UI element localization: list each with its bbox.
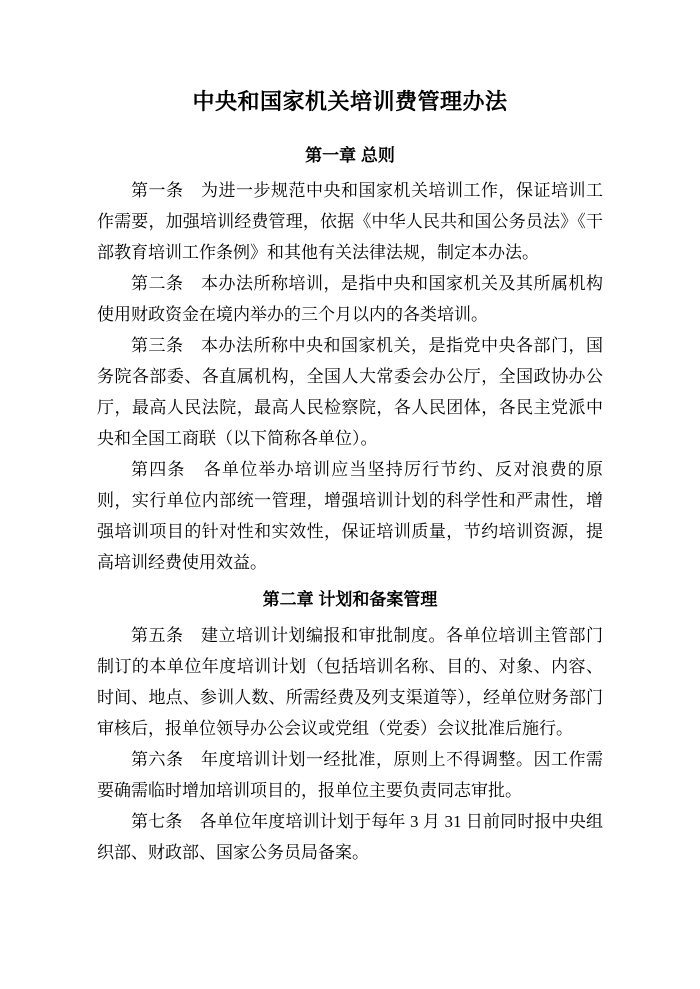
article-1-text: 第一条 为进一步规范中央和国家机关培训工作，保证培训工作需要，加强培训经费管理，依据《中华人民共和国公务员法》《干部教育培训工作条例》和其他有关法律法规，制定本办法。	[97, 181, 603, 262]
article-6-text: 第六条 年度培训计划一经批准，原则上不得调整。因工作需要确需临时增加培训项目的，报单位主要负责同志审批。	[97, 750, 603, 800]
article-2-text: 第二条 本办法所称培训，是指中央和国家机关及其所属机构使用财政资金在境内举办的三个月以内的各类培训。	[97, 274, 603, 324]
chapter-general-provisions	[97, 140, 603, 578]
chapter-1-heading: 第一章 总则	[305, 146, 395, 165]
article-5-text: 第五条 建立培训计划编报和审批制度。各单位培训主管部门制订的本单位年度培训计划（包括培训名称、目的、对象、内容、时间、地点、参训人数、所需经费及列支渠道等），经单位财务部门审核后，报单位领导办公会议或党组（党委）会议批准后施行。	[97, 626, 603, 738]
document-title: 中央和国家机关培训费管理办法	[192, 89, 508, 114]
chapter-2-heading: 第二章 计划和备案管理	[262, 590, 438, 609]
article-3-text: 第三条 本办法所称中央和国家机关，是指党中央各部门，国务院各部委、各直属机构，全国人大常委会办公厅，全国政协办公厅，最高人民法院，最高人民检察院，各人民团体，各民主党派中央和全国工商联（以下简称各单位）。	[97, 336, 603, 448]
article-7-text: 第七条 各单位年度培训计划于每年 3 月 31 日前同时报中央组织部、财政部、国家公务员局备案。	[97, 812, 603, 862]
chapter-plan-and-filing-management	[97, 584, 603, 868]
article-4-text: 第四条 各单位举办培训应当坚持厉行节约、反对浪费的原则，实行单位内部统一管理，增强培训计划的科学性和严肃性，增强培训项目的针对性和实效性，保证培训质量，节约培训资源，提高培训经费使用效益。	[97, 460, 603, 572]
